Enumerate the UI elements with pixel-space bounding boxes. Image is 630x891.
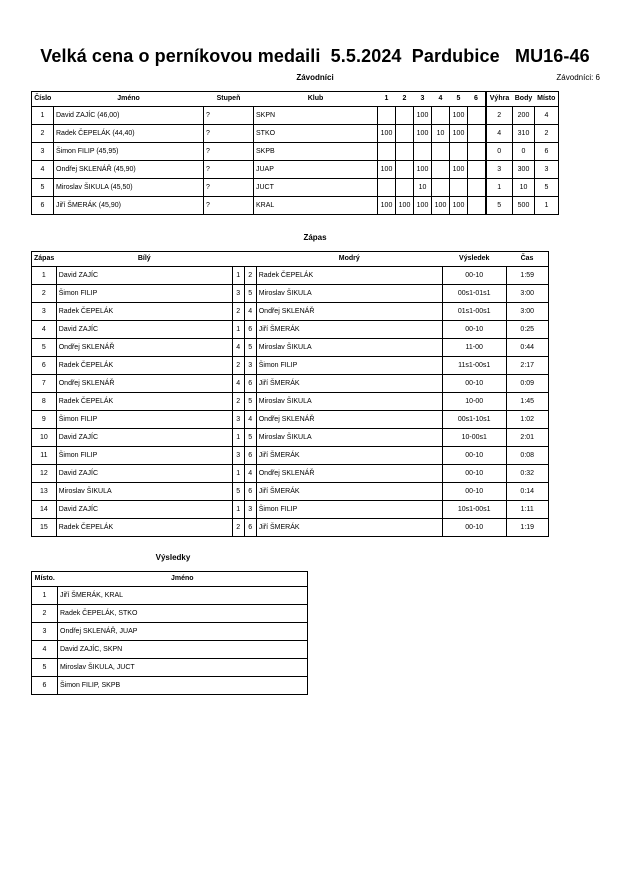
competitor-cell <box>378 179 396 197</box>
match-cell: 13 <box>32 483 57 501</box>
match-cell: David ZAJÍC <box>56 429 232 447</box>
competitor-cell: 310 <box>513 125 535 143</box>
match-cell: Jiří ŠMERÁK <box>256 375 442 393</box>
match-cell: 11 <box>32 447 57 465</box>
match-cell: 3 <box>32 303 57 321</box>
match-cell: 1 <box>232 501 244 519</box>
match-cell: 9 <box>32 411 57 429</box>
result-cell: 2 <box>32 605 58 623</box>
matches-header-cell: Zápas <box>32 252 57 267</box>
competitor-cell: ? <box>204 125 254 143</box>
match-row <box>32 519 549 537</box>
match-cell: 0:09 <box>506 375 548 393</box>
match-row <box>32 339 549 357</box>
competitor-cell: 3 <box>32 143 54 161</box>
competitor-cell: 100 <box>378 125 396 143</box>
match-cell: 11s1-00s1 <box>442 357 506 375</box>
result-cell: 4 <box>32 641 58 659</box>
competitor-cell: 0 <box>486 143 513 161</box>
match-cell: 6 <box>244 321 256 339</box>
match-cell: Ondřej SKLENÁŘ <box>56 375 232 393</box>
competitor-cell: ? <box>204 197 254 215</box>
competitor-cell: 3 <box>486 161 513 179</box>
match-cell: 4 <box>244 303 256 321</box>
matches-header-cell <box>244 252 256 267</box>
match-cell: 00-10 <box>442 483 506 501</box>
match-cell: 01s1-00s1 <box>442 303 506 321</box>
match-cell: 3 <box>232 411 244 429</box>
result-cell: Jiří ŠMERÁK, KRAL <box>58 587 308 605</box>
match-cell: Jiří ŠMERÁK <box>256 519 442 537</box>
match-cell: 6 <box>244 447 256 465</box>
competitor-cell: 1 <box>486 179 513 197</box>
competitor-cell: 100 <box>414 107 432 125</box>
competitor-cell: ? <box>204 143 254 161</box>
competitor-cell: 10 <box>432 125 450 143</box>
competitor-cell: SKPN <box>254 107 378 125</box>
competitor-cell: KRAL <box>254 197 378 215</box>
competitor-cell: 2 <box>535 125 559 143</box>
result-row <box>32 659 308 677</box>
match-cell: Šimon FILIP <box>256 357 442 375</box>
competitor-cell: 100 <box>450 125 468 143</box>
competitor-cell <box>396 161 414 179</box>
competitor-cell: SKPB <box>254 143 378 161</box>
competitor-cell: ? <box>204 161 254 179</box>
matches-header-cell <box>232 252 244 267</box>
competitor-cell: 100 <box>450 197 468 215</box>
competitor-cell <box>396 143 414 161</box>
match-row <box>32 447 549 465</box>
match-row <box>32 303 549 321</box>
match-cell: 1 <box>232 321 244 339</box>
competitor-cell: JUAP <box>254 161 378 179</box>
match-cell: 1 <box>232 429 244 447</box>
match-cell: 0:25 <box>506 321 548 339</box>
match-cell: 00-10 <box>442 375 506 393</box>
competitor-cell: JUCT <box>254 179 378 197</box>
match-cell: 14 <box>32 501 57 519</box>
match-cell: 1:02 <box>506 411 548 429</box>
competitors-header-cell: Body <box>513 92 535 107</box>
match-cell: 00-10 <box>442 447 506 465</box>
competitors-header-cell: Číslo <box>32 92 54 107</box>
match-cell: 1:59 <box>506 267 548 285</box>
competitor-cell: 0 <box>513 143 535 161</box>
result-cell: David ZAJÍC, SKPN <box>58 641 308 659</box>
match-cell: David ZAJÍC <box>56 501 232 519</box>
competitors-header-cell: 3 <box>414 92 432 107</box>
competitor-cell <box>468 179 486 197</box>
match-cell: 10s1-00s1 <box>442 501 506 519</box>
match-cell: 6 <box>32 357 57 375</box>
competitor-cell: Jiří ŠMERÁK (45,90) <box>54 197 204 215</box>
competitor-cell <box>432 143 450 161</box>
competitor-cell <box>396 107 414 125</box>
result-cell: Radek ČEPELÁK, STKO <box>58 605 308 623</box>
competitor-cell: ? <box>204 107 254 125</box>
competitor-cell: 100 <box>414 197 432 215</box>
match-cell: 11-00 <box>442 339 506 357</box>
competitor-cell: 4 <box>535 107 559 125</box>
match-row <box>32 375 549 393</box>
competitor-cell <box>414 143 432 161</box>
match-cell: Radek ČEPELÁK <box>56 393 232 411</box>
match-cell: 1:19 <box>506 519 548 537</box>
competitors-label: Závodníci <box>296 73 334 82</box>
match-cell: 5 <box>32 339 57 357</box>
match-cell: Radek ČEPELÁK <box>56 519 232 537</box>
competitor-cell: 100 <box>378 161 396 179</box>
competitors-table <box>31 91 559 215</box>
match-cell: 7 <box>32 375 57 393</box>
competitor-cell <box>468 143 486 161</box>
match-cell: 2 <box>232 519 244 537</box>
match-cell: 0:14 <box>506 483 548 501</box>
match-cell: 3:00 <box>506 303 548 321</box>
match-cell: 2 <box>244 267 256 285</box>
match-cell: 4 <box>244 411 256 429</box>
competitor-cell: 4 <box>32 161 54 179</box>
result-cell: 6 <box>32 677 58 695</box>
match-cell: 0:44 <box>506 339 548 357</box>
match-row <box>32 393 549 411</box>
competitor-cell <box>396 125 414 143</box>
match-cell: 5 <box>244 429 256 447</box>
competitor-cell: ? <box>204 179 254 197</box>
match-cell: 2:17 <box>506 357 548 375</box>
results-label: Výsledky <box>155 553 191 562</box>
competitor-cell <box>468 161 486 179</box>
competitor-row <box>32 143 559 161</box>
match-cell: 00s1-10s1 <box>442 411 506 429</box>
competitor-cell: 200 <box>513 107 535 125</box>
result-cell: Miroslav ŠIKULA, JUCT <box>58 659 308 677</box>
match-row <box>32 321 549 339</box>
match-cell: 5 <box>244 285 256 303</box>
competitor-cell: 100 <box>378 197 396 215</box>
competitor-cell: 10 <box>513 179 535 197</box>
result-cell: Šimon FILIP, SKPB <box>58 677 308 695</box>
match-cell: Radek ČEPELÁK <box>56 303 232 321</box>
result-row <box>32 587 308 605</box>
match-cell: 0:08 <box>506 447 548 465</box>
match-cell: 1:45 <box>506 393 548 411</box>
matches-label: Zápas <box>303 233 327 242</box>
match-cell: 00s1-01s1 <box>442 285 506 303</box>
competitor-cell: 2 <box>32 125 54 143</box>
match-cell: 3 <box>244 357 256 375</box>
match-cell: Miroslav ŠIKULA <box>256 285 442 303</box>
matches-header-cell: Čas <box>506 252 548 267</box>
match-cell: David ZAJÍC <box>56 465 232 483</box>
match-cell: 1 <box>232 465 244 483</box>
match-cell: 10-00 <box>442 393 506 411</box>
competitor-cell <box>450 143 468 161</box>
match-cell: Jiří ŠMERÁK <box>256 483 442 501</box>
competitor-cell: 2 <box>486 107 513 125</box>
match-row <box>32 501 549 519</box>
match-cell: David ZAJÍC <box>56 267 232 285</box>
competitor-cell: 3 <box>535 161 559 179</box>
results-header-row <box>32 572 308 587</box>
match-cell: 4 <box>232 339 244 357</box>
competitor-cell: 100 <box>414 125 432 143</box>
competitors-header-cell: Stupeň <box>204 92 254 107</box>
competitor-cell: 6 <box>535 143 559 161</box>
match-cell: 15 <box>32 519 57 537</box>
match-cell: Ondřej SKLENÁŘ <box>256 465 442 483</box>
match-row <box>32 357 549 375</box>
results-header-cell: Jméno <box>58 572 308 587</box>
competitor-cell <box>432 161 450 179</box>
match-cell: 1 <box>32 267 57 285</box>
result-cell: 5 <box>32 659 58 677</box>
competitor-cell: 10 <box>414 179 432 197</box>
match-cell: 3 <box>244 501 256 519</box>
match-cell: Šimon FILIP <box>56 447 232 465</box>
competitor-row <box>32 179 559 197</box>
competitor-cell: 5 <box>535 179 559 197</box>
competitor-cell: David ZAJÍC (46,00) <box>54 107 204 125</box>
competitor-cell: STKO <box>254 125 378 143</box>
match-cell: 0:32 <box>506 465 548 483</box>
competitor-cell: Radek ČEPELÁK (44,40) <box>54 125 204 143</box>
match-cell: 10-00s1 <box>442 429 506 447</box>
match-cell: 2 <box>232 393 244 411</box>
competitor-cell: 100 <box>414 161 432 179</box>
page-title: Velká cena o perníkovou medaili 5.5.2024 Pardubice MU16-46 <box>40 46 590 66</box>
competitor-cell <box>432 107 450 125</box>
match-cell: 12 <box>32 465 57 483</box>
competitors-count: Závodníci: 6 <box>556 73 600 82</box>
competitor-cell <box>378 107 396 125</box>
match-cell: Jiří ŠMERÁK <box>256 447 442 465</box>
match-cell: 3:00 <box>506 285 548 303</box>
matches-table <box>31 251 549 537</box>
matches-header-row <box>32 252 549 267</box>
competitor-cell <box>432 179 450 197</box>
competitor-cell <box>468 197 486 215</box>
competitor-row <box>32 197 559 215</box>
competitor-cell: Miroslav ŠIKULA (45,50) <box>54 179 204 197</box>
result-row <box>32 677 308 695</box>
match-cell: 10 <box>32 429 57 447</box>
match-cell: 00-10 <box>442 267 506 285</box>
competitors-header-cell: 6 <box>468 92 486 107</box>
competitor-cell: 100 <box>450 107 468 125</box>
match-cell: 2 <box>232 303 244 321</box>
competitor-cell: 100 <box>432 197 450 215</box>
match-cell: 2 <box>232 357 244 375</box>
match-cell: 6 <box>244 483 256 501</box>
result-row <box>32 605 308 623</box>
competitor-cell: 1 <box>32 107 54 125</box>
competitor-cell: 1 <box>535 197 559 215</box>
results-table <box>31 571 308 695</box>
competitor-cell: Ondřej SKLENÁŘ (45,90) <box>54 161 204 179</box>
result-cell: 1 <box>32 587 58 605</box>
match-cell: Šimon FILIP <box>56 285 232 303</box>
competitors-header-cell: 5 <box>450 92 468 107</box>
match-cell: 3 <box>232 447 244 465</box>
competitor-cell <box>468 107 486 125</box>
match-cell: 1 <box>232 267 244 285</box>
match-cell: David ZAJÍC <box>56 321 232 339</box>
match-cell: 4 <box>244 465 256 483</box>
match-cell: Miroslav ŠIKULA <box>56 483 232 501</box>
match-cell: 1:11 <box>506 501 548 519</box>
competitor-row <box>32 107 559 125</box>
competitor-cell <box>396 179 414 197</box>
competitors-header-cell: 2 <box>396 92 414 107</box>
competitor-cell <box>450 179 468 197</box>
matches-header-cell: Výsledek <box>442 252 506 267</box>
match-cell: Šimon FILIP <box>256 501 442 519</box>
competitor-cell: 300 <box>513 161 535 179</box>
match-row <box>32 483 549 501</box>
match-cell: Miroslav ŠIKULA <box>256 393 442 411</box>
matches-header-cell: Modrý <box>256 252 442 267</box>
match-cell: Ondřej SKLENÁŘ <box>256 303 442 321</box>
match-cell: Miroslav ŠIKULA <box>256 339 442 357</box>
competitor-cell: 5 <box>32 179 54 197</box>
competitor-cell: 4 <box>486 125 513 143</box>
match-cell: Radek ČEPELÁK <box>56 357 232 375</box>
competitor-cell: Šimon FILIP (45,95) <box>54 143 204 161</box>
match-cell: 5 <box>244 339 256 357</box>
competitors-header-cell: Místo <box>535 92 559 107</box>
match-cell: Ondřej SKLENÁŘ <box>256 411 442 429</box>
competitors-header-cell: Klub <box>254 92 378 107</box>
match-row <box>32 465 549 483</box>
competitor-cell: 100 <box>396 197 414 215</box>
match-cell: 8 <box>32 393 57 411</box>
match-cell: 5 <box>232 483 244 501</box>
match-cell: 2:01 <box>506 429 548 447</box>
match-row <box>32 429 549 447</box>
match-cell: Radek ČEPELÁK <box>256 267 442 285</box>
match-cell: 00-10 <box>442 465 506 483</box>
matches-header-cell: Bílý <box>56 252 232 267</box>
result-row <box>32 623 308 641</box>
competitor-cell <box>378 143 396 161</box>
match-cell: Ondřej SKLENÁŘ <box>56 339 232 357</box>
competitor-row <box>32 161 559 179</box>
match-cell: 3 <box>232 285 244 303</box>
result-row <box>32 641 308 659</box>
competitor-cell: 5 <box>486 197 513 215</box>
match-cell: Miroslav ŠIKULA <box>256 429 442 447</box>
competitors-header-cell: 1 <box>378 92 396 107</box>
competitors-header-cell: 4 <box>432 92 450 107</box>
result-cell: Ondřej SKLENÁŘ, JUAP <box>58 623 308 641</box>
competitor-cell: 100 <box>450 161 468 179</box>
competitor-cell: 6 <box>32 197 54 215</box>
match-cell: 5 <box>244 393 256 411</box>
match-cell: Jiří ŠMERÁK <box>256 321 442 339</box>
competitors-header-row <box>32 92 559 107</box>
match-cell: 6 <box>244 375 256 393</box>
match-cell: 4 <box>232 375 244 393</box>
competitors-header-cell: Výhra <box>486 92 513 107</box>
competitors-header-cell: Jméno <box>54 92 204 107</box>
match-cell: 00-10 <box>442 321 506 339</box>
match-row <box>32 285 549 303</box>
match-cell: 4 <box>32 321 57 339</box>
match-row <box>32 411 549 429</box>
match-row <box>32 267 549 285</box>
competitor-cell <box>468 125 486 143</box>
match-cell: 2 <box>32 285 57 303</box>
result-cell: 3 <box>32 623 58 641</box>
competitor-cell: 500 <box>513 197 535 215</box>
match-cell: 6 <box>244 519 256 537</box>
match-cell: 00-10 <box>442 519 506 537</box>
results-header-cell: Místo. <box>32 572 58 587</box>
competitor-row <box>32 125 559 143</box>
match-cell: Šimon FILIP <box>56 411 232 429</box>
